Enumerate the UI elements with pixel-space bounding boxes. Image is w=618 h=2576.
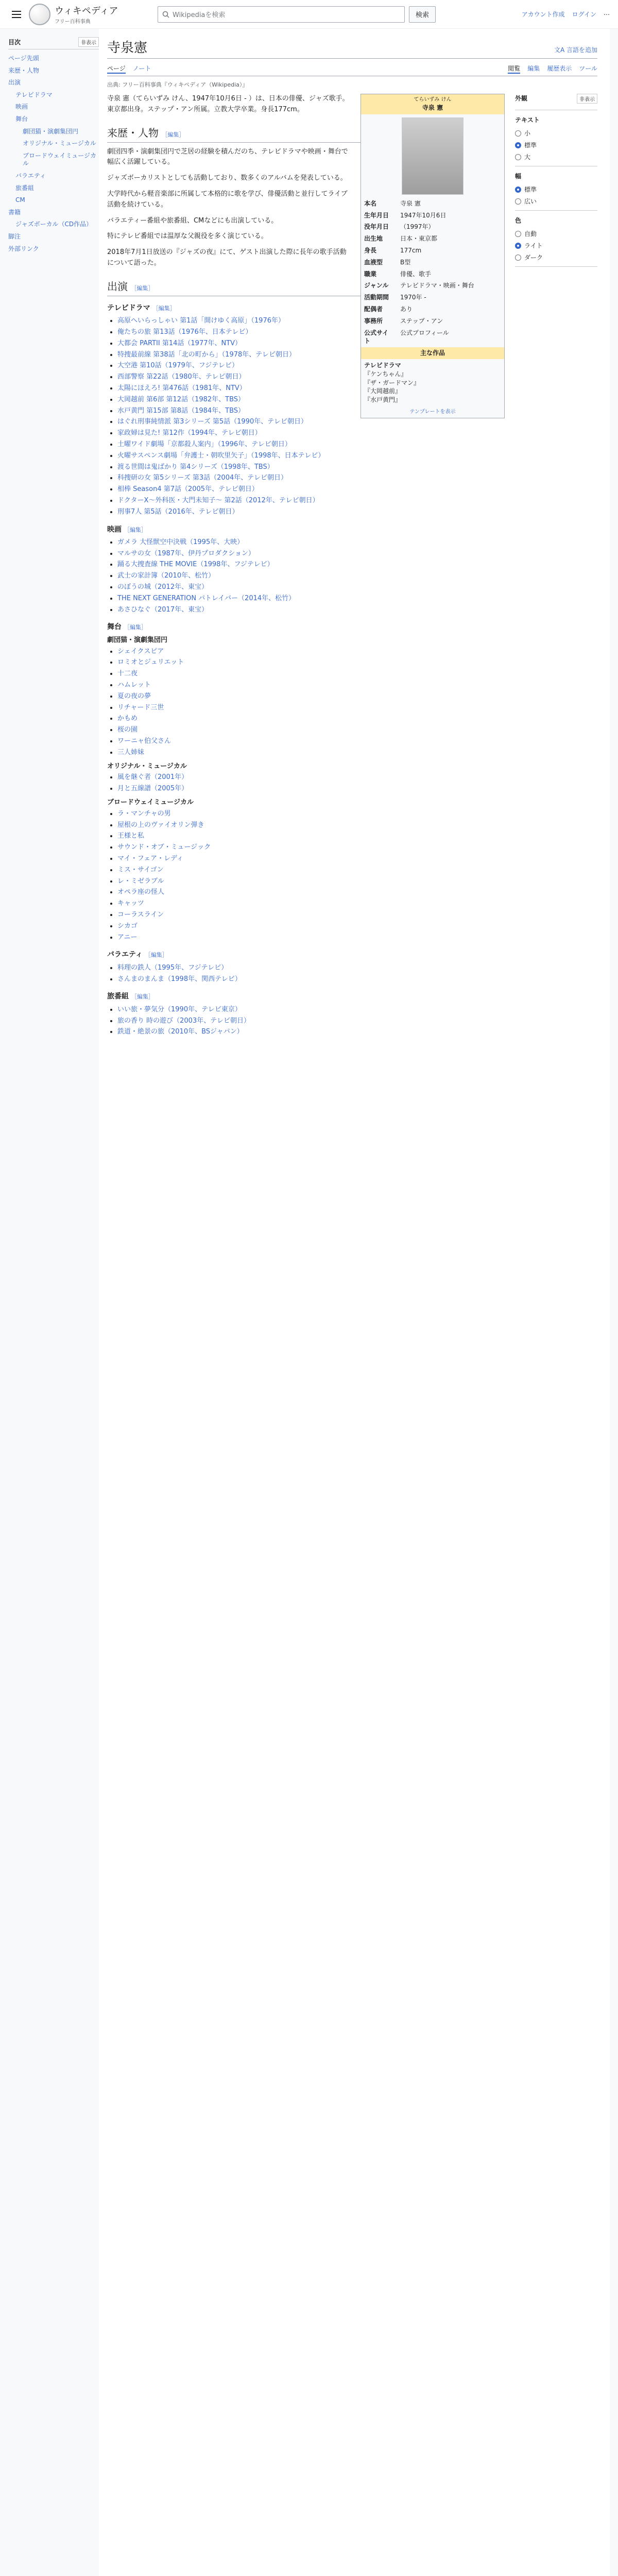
infobox-table — [361, 198, 504, 347]
work-link[interactable]: 旅の香り 時の遊び（2003年、テレビ朝日） — [117, 1016, 250, 1025]
infobox-value: テレビドラマ・映画・舞台 — [400, 282, 474, 290]
logo-subtitle: フリー百科事典 — [55, 19, 91, 25]
toc-hide-button[interactable]: 非表示 — [78, 37, 99, 47]
work-link[interactable]: 科捜研の女 第5シリーズ 第3話（2004年、テレビ朝日） — [117, 474, 287, 482]
work-link[interactable]: 屋根の上のヴァイオリン弾き — [117, 821, 204, 829]
list-item — [117, 809, 505, 820]
toc-item[interactable]: 映画 — [15, 103, 28, 111]
work-link[interactable]: 相棒 Season4 第7話（2005年、テレビ朝日） — [117, 485, 259, 494]
work-link[interactable]: キャッツ — [117, 900, 145, 908]
original-list — [107, 772, 505, 794]
work-link[interactable]: ラ・マンチャの男 — [117, 809, 171, 818]
work-link[interactable]: ロミオとジュリエット — [117, 658, 184, 667]
work-link[interactable]: 三人姉妹 — [117, 748, 145, 756]
work-link[interactable]: いい旅・夢気分（1990年、テレビ東京） — [117, 1005, 242, 1013]
toc-heading: 目次 — [8, 39, 21, 46]
color-label: 色 — [515, 217, 522, 224]
subsection-movies: 映画 ［編集］ — [107, 525, 147, 534]
troupe-list — [107, 647, 505, 758]
infobox-row — [361, 315, 504, 327]
list-item — [117, 736, 505, 747]
tab-talk[interactable]: ノート — [132, 65, 151, 72]
subsection-broadway: ブロードウェイミュージカル — [107, 799, 194, 807]
list-item — [117, 582, 505, 593]
work-link[interactable]: 王様と私 — [117, 832, 145, 840]
list-item — [117, 537, 505, 548]
work-link[interactable]: THE NEXT GENERATION パトレイバー（2014年、松竹） — [117, 594, 296, 602]
tab-history[interactable]: 履歴表示 — [547, 65, 572, 72]
infobox-work-link[interactable]: 『水戸黄門』 — [364, 396, 402, 404]
radio-label: 広い — [524, 198, 537, 205]
portrait-image — [402, 117, 464, 195]
work-link[interactable]: 土曜ワイド劇場「京都殺人案内」（1996年、テレビ朝日） — [117, 440, 291, 448]
broadway-list — [107, 809, 505, 943]
tab-read[interactable]: 閲覧 — [508, 64, 520, 74]
infobox-row — [361, 198, 504, 210]
subsection-tv: テレビドラマ ［編集］ — [107, 303, 176, 312]
radio-icon[interactable] — [515, 130, 521, 137]
infobox-value: ステップ・アン — [400, 317, 443, 325]
list-item — [117, 484, 505, 495]
tab-page[interactable]: ページ — [107, 64, 126, 74]
list-item — [117, 417, 505, 428]
list-item — [117, 473, 505, 484]
list-item — [117, 865, 505, 876]
tab-tools[interactable]: ツール — [579, 65, 597, 72]
infobox-key: 身長 — [364, 246, 377, 254]
infobox-row — [361, 303, 504, 315]
infobox-value: 177cm — [400, 246, 422, 254]
infobox-value: 寺泉 憲 — [400, 199, 421, 207]
toc-item[interactable]: 旅番組 — [15, 184, 35, 192]
search-icon — [162, 11, 169, 18]
movie-list — [107, 537, 505, 616]
article-source-note: 出典: フリー百科事典『ウィキペディア（Wikipedia）』 — [107, 81, 248, 88]
subsection-stage: 舞台 ［編集］ — [107, 623, 147, 632]
list-item — [117, 1027, 505, 1038]
infobox-value: 1970年 - — [400, 294, 426, 301]
work-link[interactable]: マイ・フェア・レディ — [117, 855, 184, 862]
work-link[interactable]: 夏の夜の夢 — [117, 692, 151, 700]
career-tail: 特にテレビ番組では温厚な父親役を多く演じている。 — [107, 232, 268, 241]
search-button[interactable]: 検索 — [409, 6, 436, 23]
work-link[interactable]: 家政婦は見た! 第12作（1994年、テレビ朝日） — [117, 429, 262, 437]
login-link[interactable]: ログイン — [572, 11, 596, 18]
work-link[interactable]: 特捜最前線 第38話「北の町から」（1978年、テレビ朝日） — [117, 350, 296, 359]
list-item — [117, 899, 505, 909]
radio-label: 自動 — [524, 230, 537, 238]
work-link[interactable]: ミス・サイゴン — [117, 866, 164, 874]
list-item — [117, 714, 505, 724]
list-item — [117, 1016, 505, 1027]
hamburger-icon — [12, 11, 21, 18]
work-link[interactable]: 大空港 第10話（1979年、フジテレビ） — [117, 362, 238, 370]
infobox — [360, 94, 505, 418]
subsection-variety: バラエティ ［編集］ — [107, 951, 168, 959]
list-item — [117, 507, 505, 518]
career-paragraph: バラエティー番組や旅番組、CMなどにも出演している。 — [107, 216, 278, 225]
section-appearances: 出演 ［編集］ — [107, 278, 505, 296]
work-link[interactable]: 渡る世間は鬼ばかり 第4シリーズ（1998年、TBS） — [117, 463, 274, 471]
list-item — [117, 594, 505, 604]
work-link[interactable]: ハムレット — [117, 681, 151, 689]
career-paragraph: ジャズボーカリストとしても活動しており、数多くのアルバムを発表している。 — [107, 174, 347, 182]
list-item — [117, 496, 505, 506]
list-item — [117, 703, 505, 714]
toc-item[interactable]: バラエティ — [15, 172, 46, 179]
career-paragraph: 劇団四季・演劇集団円で芝居の経験を積んだのち、テレビドラマや映画・舞台で幅広く活躍している。 — [107, 147, 348, 166]
radio-option[interactable] — [515, 139, 597, 151]
work-link[interactable]: 桜の園 — [117, 726, 138, 734]
subsection-troupe: 劇団猫・演劇集団円 — [107, 636, 168, 644]
tab-edit[interactable]: 編集 — [527, 65, 540, 72]
list-item — [117, 462, 505, 473]
work-link[interactable]: 俺たちの旅 第13話（1976年、日本テレビ） — [117, 328, 252, 336]
list-item — [117, 428, 505, 439]
work-link[interactable]: 鉄道・絶景の旅（2010年、BSジャパン） — [117, 1028, 244, 1036]
list-item — [117, 647, 505, 657]
section-career: 来歴・人物 ［編集］ — [107, 125, 505, 143]
work-link[interactable]: さんまのまんま（1998年、関西テレビ） — [117, 975, 242, 983]
radio-label: 標準 — [524, 186, 537, 193]
work-link[interactable]: ガメラ 大怪獣空中決戦（1995年、大映） — [117, 538, 244, 546]
list-item — [117, 1005, 505, 1015]
toc-item[interactable]: テレビドラマ — [15, 91, 53, 98]
template-link[interactable]: テンプレートを表示 — [409, 409, 456, 415]
list-item — [117, 831, 505, 842]
work-link[interactable]: コーラスライン — [117, 910, 164, 919]
infobox-key: 公式サイト — [364, 329, 389, 345]
list-item — [117, 657, 505, 668]
radio-option[interactable] — [515, 183, 597, 195]
work-link[interactable]: リチャード三世 — [117, 703, 164, 711]
infobox-key: 生年月日 — [364, 211, 389, 219]
travel-list — [107, 1005, 505, 1038]
list-item — [117, 921, 505, 932]
list-item — [117, 571, 505, 582]
list-item — [117, 691, 505, 702]
work-link[interactable]: はぐれ刑事純情派 第3シリーズ 第5話（1990年、テレビ朝日） — [117, 418, 307, 426]
work-link[interactable]: シェイクスピア — [117, 647, 164, 655]
toc-item[interactable]: CM — [15, 196, 25, 204]
work-link[interactable]: 踊る大捜査線 THE MOVIE（1998年、フジテレビ） — [117, 561, 274, 569]
infobox-value: 日本・東京都 — [400, 235, 438, 243]
work-link[interactable]: 大岡越前 第6部 第12話（1982年、TBS） — [117, 395, 245, 403]
add-language-button[interactable]: 文A 言語を追加 — [554, 46, 597, 54]
toc-item[interactable]: ブロードウェイミュージカル — [23, 151, 97, 167]
list-item — [117, 439, 505, 450]
work-link[interactable]: シカゴ — [117, 922, 138, 930]
infobox-row — [361, 292, 504, 303]
infobox-row — [361, 327, 504, 348]
page-title: 寺泉憲 — [107, 40, 148, 56]
toc-item[interactable]: 来歴・人物 — [8, 66, 40, 74]
edit-link[interactable]: ［編集］ — [124, 526, 147, 533]
toc-item[interactable]: 出演 — [8, 79, 21, 87]
list-item — [117, 549, 505, 560]
work-link[interactable]: 刑事7人 第5話（2016年、テレビ朝日） — [117, 507, 239, 516]
work-link[interactable]: マルサの女（1987年、伊丹プロダクション） — [117, 549, 255, 557]
work-link[interactable]: 料理の鉄人（1995年、フジテレビ） — [117, 963, 228, 972]
text-size-label: テキスト — [515, 116, 540, 124]
list-item — [117, 680, 505, 691]
table-of-contents — [8, 29, 99, 2576]
appearance-hide-button[interactable]: 非表示 — [577, 94, 597, 104]
create-account-link[interactable]: アカウント作成 — [521, 11, 565, 18]
infobox-key: 配偶者 — [364, 305, 383, 313]
infobox-key: 本名 — [364, 199, 377, 207]
infobox-key: 職業 — [364, 270, 377, 278]
toc-item[interactable]: 外部リンク — [8, 245, 39, 252]
work-link[interactable]: 月と五線譜（2005年） — [117, 785, 188, 793]
more-options-icon[interactable]: ⋯ — [604, 10, 610, 18]
edit-link[interactable]: ［編集］ — [152, 304, 176, 312]
career-paragraph: 大学時代から軽音楽部に所属して本格的に歌を学び、俳優活動と並行してライブ活動を続けている。 — [107, 190, 348, 209]
toc-item[interactable]: 舞台 — [15, 115, 28, 123]
list-item — [117, 669, 505, 680]
infobox-works-heading: 主な作品 — [361, 347, 504, 359]
edit-link[interactable]: ［編集］ — [145, 952, 168, 959]
toc-item[interactable]: 脚注 — [8, 232, 21, 240]
work-link[interactable]: 太陽にほえろ! 第476話（1981年、NTV） — [117, 384, 246, 392]
work-link[interactable]: レ・ミゼラブル — [117, 877, 164, 885]
infobox-header: てらいずみ けん 寺泉 憲 — [361, 94, 504, 114]
infobox-key: 血液型 — [364, 258, 383, 266]
main-content — [99, 29, 610, 2576]
infobox-value: あり — [400, 305, 413, 313]
logo-title: ウィキペディア — [55, 6, 118, 16]
search-form — [158, 6, 436, 23]
work-link[interactable]: サウンド・オブ・ミュージック — [117, 843, 211, 852]
radio-icon[interactable] — [515, 243, 521, 249]
list-item — [117, 605, 505, 616]
radio-option[interactable] — [515, 127, 597, 139]
radio-label: 小 — [524, 130, 531, 137]
work-link[interactable]: ワーニャ伯父さん — [117, 737, 171, 745]
list-item — [117, 933, 505, 943]
work-link[interactable]: かもめ — [117, 715, 138, 723]
infobox-work-link[interactable]: 『大岡越前』 — [364, 387, 402, 395]
list-item — [117, 854, 505, 865]
infobox-works-sub: テレビドラマ — [364, 361, 401, 369]
work-link[interactable]: のぼうの城（2012年、東宝） — [117, 583, 209, 591]
radio-option[interactable] — [515, 228, 597, 240]
work-link[interactable]: 高原へいらっしゃい 第1話「開けゆく高原」（1976年） — [117, 317, 285, 325]
infobox-row — [361, 280, 504, 292]
radio-option[interactable] — [515, 151, 597, 163]
infobox-work-link[interactable]: 『ケンちゃん』 — [364, 370, 407, 378]
subsection-travel: 旅番組 ［編集］ — [107, 992, 154, 1001]
infobox-row — [361, 268, 504, 280]
list-item — [117, 963, 505, 974]
list-item — [117, 910, 505, 921]
intro-paragraph: 寺泉 憲（てらいずみ けん、1947年10月6日 - ）は、日本の俳優、ジャズ歌手。東京都出身。ステップ・アン所属。立教大学卒業。身長177cm。 — [107, 95, 349, 113]
infobox-value: B型 — [400, 258, 411, 266]
work-link[interactable]: 西部警察 第22話（1980年、テレビ朝日） — [117, 373, 246, 381]
width-label: 幅 — [515, 173, 522, 180]
search-input[interactable] — [158, 6, 405, 23]
work-link[interactable]: 火曜サスペンス劇場「弁護士・朝吹里矢子」（1998年、日本テレビ） — [117, 451, 325, 460]
infobox-row — [361, 245, 504, 257]
edit-link[interactable]: ［編集］ — [131, 993, 154, 1001]
radio-icon[interactable] — [515, 198, 521, 205]
edit-link[interactable]: ［編集］ — [131, 284, 154, 292]
radio-option[interactable] — [515, 251, 597, 263]
infobox-key: 出生地 — [364, 235, 383, 243]
article-body — [107, 94, 505, 1041]
radio-icon[interactable] — [515, 154, 521, 160]
edit-link[interactable]: ［編集］ — [124, 624, 147, 631]
career-tail-2: 2018年7月1日放送の『ジャズの夜』にて、ゲスト出演した際に長年の歌手活動について語った。 — [107, 248, 347, 267]
list-item — [117, 974, 505, 985]
infobox-key: 事務所 — [364, 317, 383, 325]
work-link[interactable]: 武士の家計簿（2010年、松竹） — [117, 572, 215, 580]
toc-item[interactable]: ページ先頭 — [8, 55, 39, 62]
radio-icon[interactable] — [515, 231, 521, 237]
toc-item[interactable]: ジャズボーカル（CD作品） — [15, 221, 93, 228]
list-item — [117, 820, 505, 831]
infobox-work-link[interactable]: 『ザ・ガードマン』 — [364, 379, 420, 386]
infobox-value: （1997年） — [400, 223, 435, 231]
wikipedia-globe-icon — [29, 4, 50, 25]
work-link[interactable]: アニー — [117, 933, 138, 941]
infobox-value: 俳優、歌手 — [400, 270, 432, 278]
infobox-row — [361, 210, 504, 222]
radio-label: ダーク — [524, 254, 543, 261]
site-logo[interactable] — [29, 4, 137, 25]
radio-icon[interactable] — [515, 255, 521, 261]
toc-item[interactable]: 劇団猫・演劇集団円 — [23, 127, 79, 135]
work-link[interactable]: 大都会 PARTII 第14話（1977年、NTV） — [117, 339, 242, 347]
site-header — [0, 0, 618, 29]
infobox-value: 公式プロフィール — [400, 329, 449, 336]
radio-label: 大 — [524, 154, 531, 161]
work-link[interactable]: 十二夜 — [117, 670, 138, 678]
radio-option[interactable] — [515, 195, 597, 207]
edit-link[interactable]: ［編集］ — [162, 131, 185, 138]
infobox-key: 活動期間 — [364, 294, 389, 301]
list-item — [117, 784, 505, 794]
subsection-original: オリジナル・ミュージカル — [107, 762, 187, 770]
infobox-row — [361, 233, 504, 245]
search-placeholder: Wikipediaを検索 — [173, 11, 226, 19]
list-item — [117, 560, 505, 570]
list-item — [117, 451, 505, 462]
radio-label: ライト — [524, 242, 543, 249]
appearance-panel — [515, 94, 597, 1041]
variety-list — [107, 963, 505, 985]
list-item — [117, 887, 505, 898]
appearance-heading: 外観 — [515, 95, 528, 102]
main-menu-button[interactable] — [8, 6, 25, 23]
list-item — [117, 772, 505, 783]
work-link[interactable]: 水戸黄門 第15部 第8話（1984年、TBS） — [117, 406, 245, 415]
infobox-key: ジャンル — [364, 282, 389, 290]
work-link[interactable]: 風を継ぐ者（2001年） — [117, 773, 188, 782]
infobox-value: 1947年10月6日 — [400, 211, 447, 219]
work-link[interactable]: オペラ座の怪人 — [117, 888, 165, 896]
work-link[interactable]: あさひなぐ（2017年、東宝） — [117, 605, 209, 614]
toc-item[interactable]: オリジナル・ミュージカル — [23, 140, 96, 147]
radio-icon[interactable] — [515, 187, 521, 193]
radio-label: 標準 — [524, 142, 537, 149]
infobox-row — [361, 257, 504, 268]
radio-icon[interactable] — [515, 142, 521, 148]
infobox-row — [361, 221, 504, 233]
infobox-key: 没年月日 — [364, 223, 389, 231]
list-item — [117, 748, 505, 758]
radio-option[interactable] — [515, 240, 597, 251]
work-link[interactable]: ドクターX〜外科医・大門未知子〜 第2話（2012年、テレビ朝日） — [117, 496, 319, 504]
toc-item[interactable]: 書籍 — [8, 208, 21, 216]
list-item — [117, 842, 505, 853]
list-item — [117, 725, 505, 736]
list-item — [117, 876, 505, 887]
